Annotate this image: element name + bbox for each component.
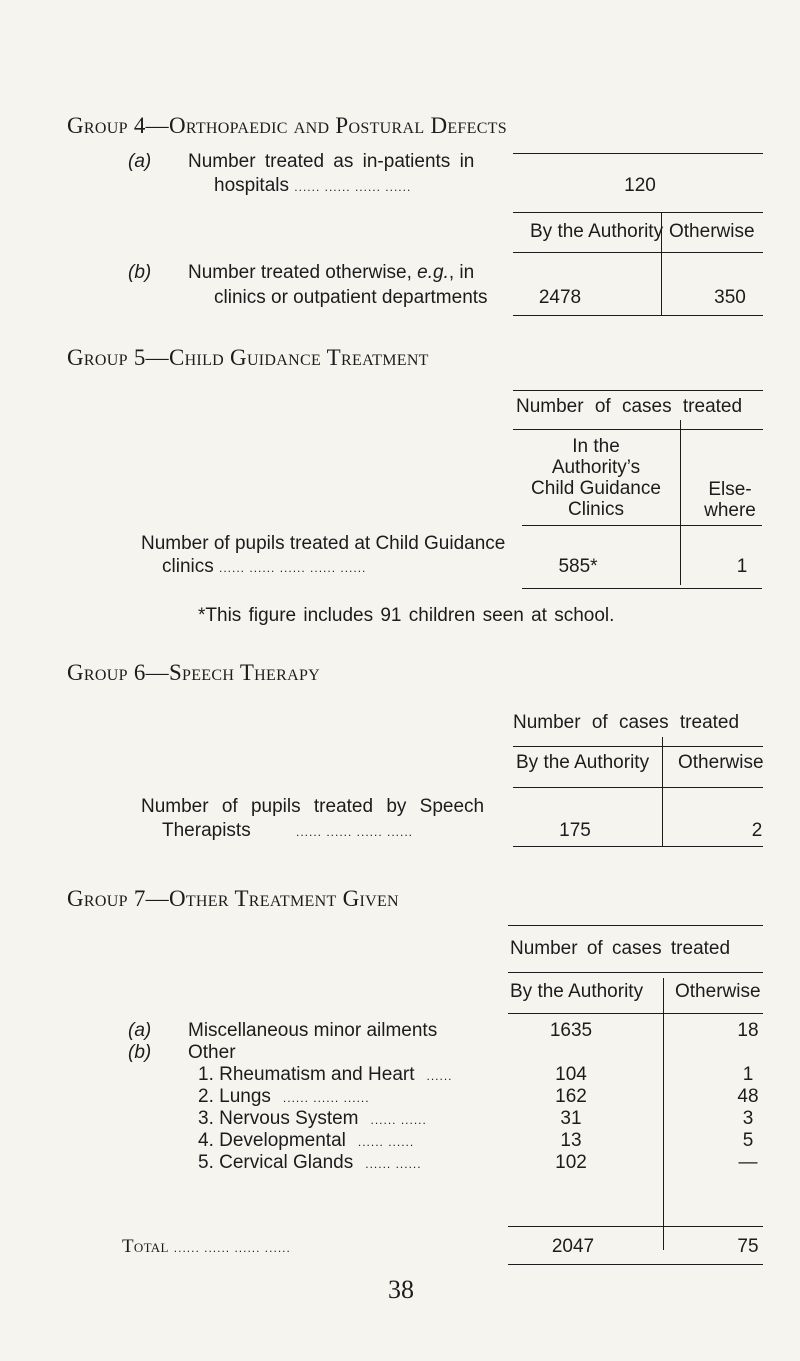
group6-header: Number of cases treated: [513, 712, 740, 733]
group7-row-label: Other: [188, 1042, 236, 1063]
group7-total-label: Total ...... ...... ...... ......: [122, 1236, 291, 1257]
group5-col-elsewhere-line: where: [704, 500, 756, 521]
group4-b-label-line2: clinics or outpatient departments: [214, 287, 488, 308]
group4-col-otherwise: Otherwise: [669, 221, 755, 242]
group7-row-otherwise: 3: [742, 1108, 754, 1129]
leader-dots: ...... ...... ...... ......: [294, 180, 412, 194]
group6-otherwise-value: 2: [751, 820, 763, 841]
leader-dots: ...... ......: [365, 1157, 422, 1171]
group7-row-otherwise: 5: [742, 1130, 754, 1151]
group7-row-label: 5. Cervical Glands ...... ......: [198, 1152, 422, 1173]
group4-col-authority: By the Authority: [530, 221, 664, 242]
group4-divider: [661, 212, 662, 315]
group6-rule-header: [513, 746, 763, 747]
group4-b-letter: (b): [128, 262, 152, 283]
group5-footnote: *This figure includes 91 children seen at school.: [198, 605, 615, 626]
group7-rule-bottom: [508, 1264, 763, 1265]
group5-col-authority-line: Clinics: [568, 499, 624, 520]
group4-rule-header-bottom: [513, 252, 763, 253]
group7-row-otherwise: 18: [737, 1020, 759, 1041]
leader-dots: ...... ...... ...... ......: [173, 1241, 291, 1255]
group7-header: Number of cases treated: [510, 938, 731, 959]
group5-rule-subheader: [522, 525, 762, 526]
group7-row-authority: 102: [555, 1152, 587, 1173]
group7-row-prefix: (a): [128, 1020, 152, 1041]
group6-col-otherwise: Otherwise: [678, 752, 764, 773]
group4-title: Group 4—Orthopaedic and Postural Defects: [67, 113, 507, 138]
group4-rule-bottom: [513, 315, 763, 316]
leader-dots: ...... ...... ...... ...... ......: [219, 561, 367, 575]
group4-rule-header-top: [513, 212, 763, 213]
group7-row-label: 1. Rheumatism and Heart ......: [198, 1064, 453, 1085]
group7-divider: [663, 978, 664, 1250]
group6-title: Group 6—Speech Therapy: [67, 660, 320, 685]
group5-col-authority-line: In the: [572, 436, 620, 457]
group7-total-authority: 2047: [551, 1236, 595, 1257]
group5-col-elsewhere-line: Else-: [708, 479, 752, 500]
group7-row-otherwise: 1: [742, 1064, 754, 1085]
group5-title: Group 5—Child Guidance Treatment: [67, 345, 429, 370]
group5-col-elsewhere: [690, 479, 770, 521]
group7-row-label: 4. Developmental ...... ......: [198, 1130, 415, 1151]
group4-b-label-line1: Number treated otherwise, e.g., in: [188, 262, 475, 283]
group5-row-label-line1: Number of pupils treated at Child Guidance: [141, 533, 506, 554]
group5-divider: [680, 420, 681, 585]
group4-a-letter: (a): [128, 151, 152, 172]
group6-divider: [662, 737, 663, 847]
group5-row-label-line2: clinics ...... ...... ...... ...... ......: [162, 556, 367, 577]
page-number: 38: [388, 1275, 414, 1304]
group4-a-label-line1: Number treated as in-patients in: [188, 151, 475, 172]
group7-row-label: Miscellaneous minor ailments: [188, 1020, 438, 1041]
group4-b-authority-value: 2478: [538, 287, 582, 308]
group6-rule-subheader: [513, 787, 763, 788]
group6-row-label-line1: Number of pupils treated by Speech: [141, 796, 485, 817]
group7-row-otherwise: 48: [737, 1086, 759, 1107]
group7-row-authority: 31: [560, 1108, 582, 1129]
group6-col-authority: By the Authority: [516, 752, 650, 773]
leader-dots: ...... ...... ...... ......: [295, 825, 414, 839]
group7-col-otherwise: Otherwise: [675, 981, 761, 1002]
group4-a-label-line2: hospitals ...... ...... ...... ......: [214, 175, 412, 196]
group4-b-otherwise-value: 350: [714, 287, 746, 308]
group7-row-authority: 162: [555, 1086, 587, 1107]
group4-a-value: 120: [624, 175, 656, 196]
group5-elsewhere-value: 1: [736, 556, 748, 577]
group5-col-authority-line: Authority’s: [551, 457, 641, 478]
group7-row-otherwise: —: [738, 1152, 758, 1173]
group7-rule-header: [508, 972, 763, 973]
group7-title: Group 7—Other Treatment Given: [67, 886, 399, 911]
group7-rule-total: [508, 1226, 763, 1227]
group5-rule-header: [513, 429, 763, 430]
group7-row-prefix: (b): [128, 1042, 152, 1063]
group5-col-authority-line: Child Guidance: [531, 478, 661, 499]
group5-rule-top: [513, 390, 763, 391]
group7-col-authority: By the Authority: [510, 981, 644, 1002]
group6-rule-bottom: [513, 846, 763, 847]
group7-total-otherwise: 75: [737, 1236, 759, 1257]
group7-row-label: 3. Nervous System ...... ......: [198, 1108, 427, 1129]
group5-header: Number of cases treated: [516, 396, 743, 417]
group7-rule-subheader: [508, 1013, 763, 1014]
group7-row-label: 2. Lungs ...... ...... ......: [198, 1086, 370, 1107]
group5-col-authority: [522, 436, 670, 520]
leader-dots: ...... ......: [357, 1135, 415, 1149]
group5-authority-value: 585*: [558, 556, 598, 577]
leader-dots: ...... ...... ......: [282, 1091, 370, 1105]
group7-row-authority: 104: [555, 1064, 587, 1085]
group7-row-authority: 13: [560, 1130, 582, 1151]
group5-rule-bottom: [522, 588, 762, 589]
leader-dots: ...... ......: [370, 1113, 427, 1127]
group7-rule-top: [508, 925, 763, 926]
group7-row-authority: 1635: [549, 1020, 593, 1041]
group4-rule-top: [513, 153, 763, 154]
leader-dots: ......: [426, 1069, 453, 1083]
group6-row-label-line2: Therapists ...... ...... ...... ......: [162, 820, 414, 841]
group6-authority-value: 175: [559, 820, 591, 841]
